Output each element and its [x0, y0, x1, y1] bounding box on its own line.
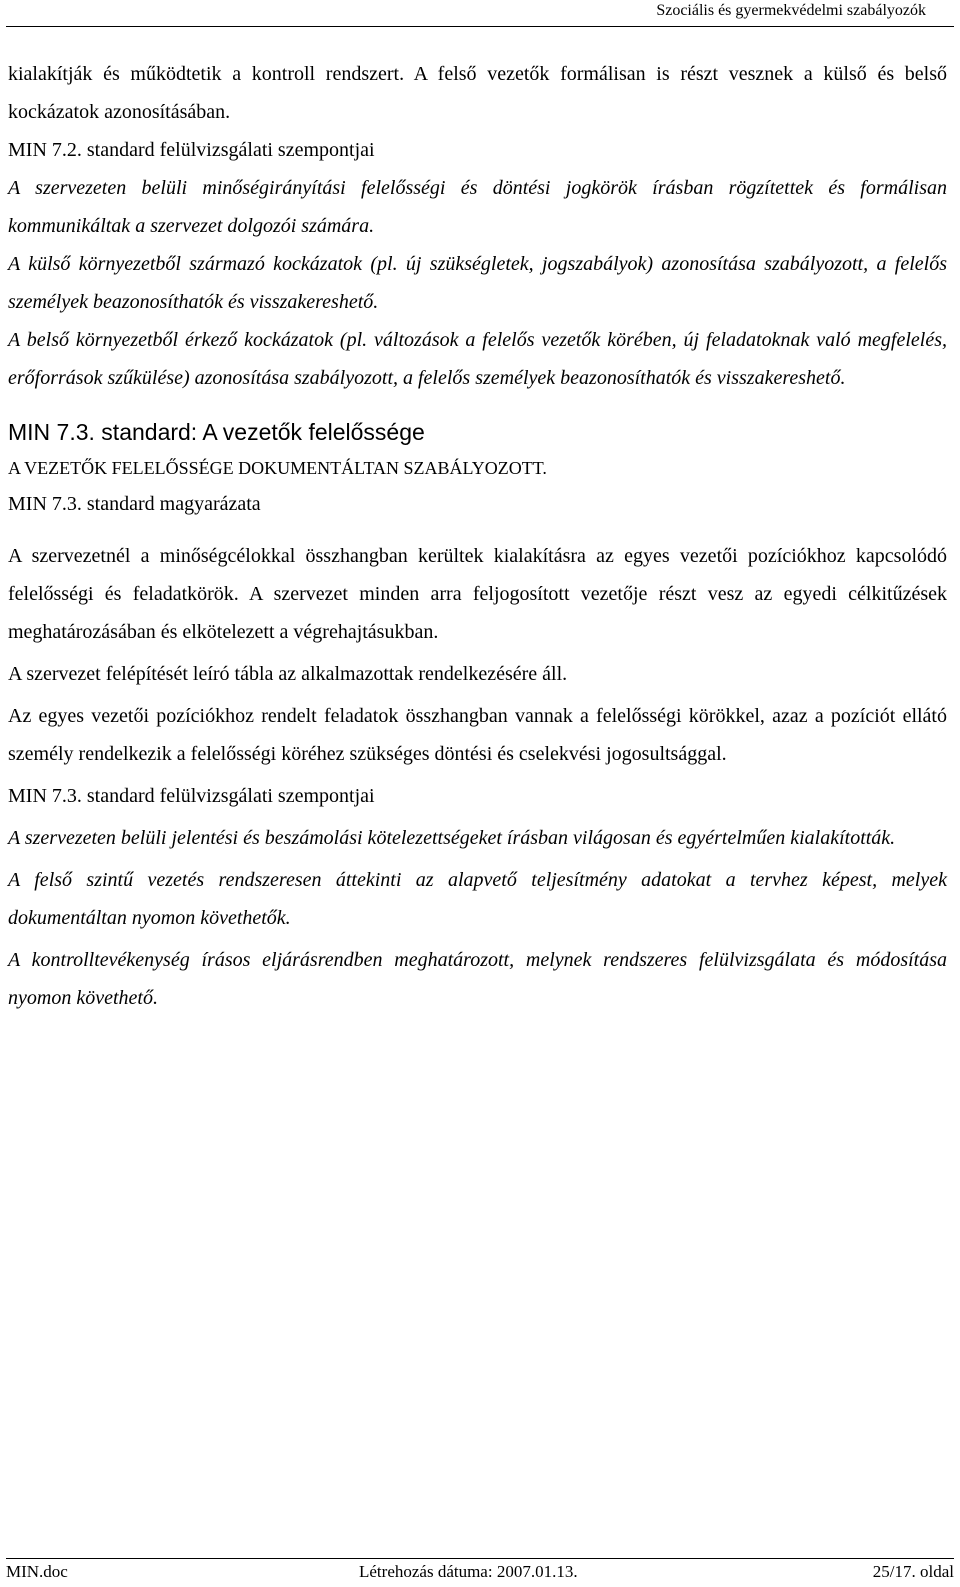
- paragraph: A szervezeten belüli minőségirányítási felelősségi és döntési jogkörök írásban rögzítettek és formálisan kommunikáltak a szervezet dolgozói számára.: [8, 177, 947, 237]
- section-heading: MIN 7.3. standard magyarázata: [8, 493, 261, 515]
- standard-statement: A VEZETŐK FELELŐSSÉGE DOKUMENTÁLTAN SZABÁLYOZOTT.: [8, 458, 547, 478]
- footer-filename: MIN.doc: [6, 1562, 68, 1581]
- running-header: Szociális és gyermekvédelmi szabályozók: [656, 2, 926, 19]
- paragraph: A belső környezetből érkező kockázatok (pl. változások a felelős vezetők körében, új feladatoknak való megfelelés, erőforrások szűkülése) azonosítása szabályozott, a felelős személyek beazonosíthatók és visszakereshető.: [8, 329, 947, 389]
- standard-heading: MIN 7.3. standard: A vezetők felelőssége: [8, 419, 425, 445]
- paragraph: A szervezeten belüli jelentési és beszámolási kötelezettségeket írásban világosan és egyértelműen kialakították.: [8, 827, 896, 849]
- footer-divider: [6, 1558, 954, 1559]
- paragraph: kialakítják és működtetik a kontroll rendszert. A felső vezetők formálisan is részt vesznek a külső és belső kockázatok azonosításában.: [8, 63, 947, 123]
- section-heading: MIN 7.3. standard felülvizsgálati szempontjai: [8, 785, 375, 807]
- header-divider: [6, 26, 954, 27]
- document-body: [8, 55, 947, 1017]
- footer-page-number: 25/17. oldal: [872, 1562, 954, 1581]
- paragraph: A szervezetnél a minőségcélokkal összhangban kerültek kialakításra az egyes vezetői pozíciókhoz kapcsolódó felelősségi és feladatkörök. A szervezet minden arra feljogosított vezetője részt vesz az egyedi célkitűzések meghatározásában és elkötelezett a végrehajtásukban.: [8, 545, 947, 643]
- paragraph: A kontrolltevékenység írásos eljárásrendben meghatározott, melynek rendszeres felülvizsgálata és módosítása nyomon követhető.: [8, 949, 947, 1009]
- paragraph: A külső környezetből származó kockázatok (pl. új szükségletek, jogszabályok) azonosítása szabályozott, a felelős személyek beazonosíthatók és visszakereshető.: [8, 253, 947, 313]
- paragraph: A szervezet felépítését leíró tábla az alkalmazottak rendelkezésére áll.: [8, 663, 568, 685]
- paragraph: A felső szintű vezetés rendszeresen áttekinti az alapvető teljesítmény adatokat a tervhez képest, melyek dokumentáltan nyomon követhetők.: [8, 869, 947, 929]
- section-heading: MIN 7.2. standard felülvizsgálati szempontjai: [8, 139, 375, 161]
- paragraph: Az egyes vezetői pozíciókhoz rendelt feladatok összhangban vannak a felelősségi körökkel, azaz a pozíciót ellátó személy rendelkezik a felelősségi köréhez szükséges döntési és cselekvési jogosultsággal.: [8, 705, 947, 765]
- footer-created-date: Létrehozás dátuma: 2007.01.13.: [359, 1562, 578, 1581]
